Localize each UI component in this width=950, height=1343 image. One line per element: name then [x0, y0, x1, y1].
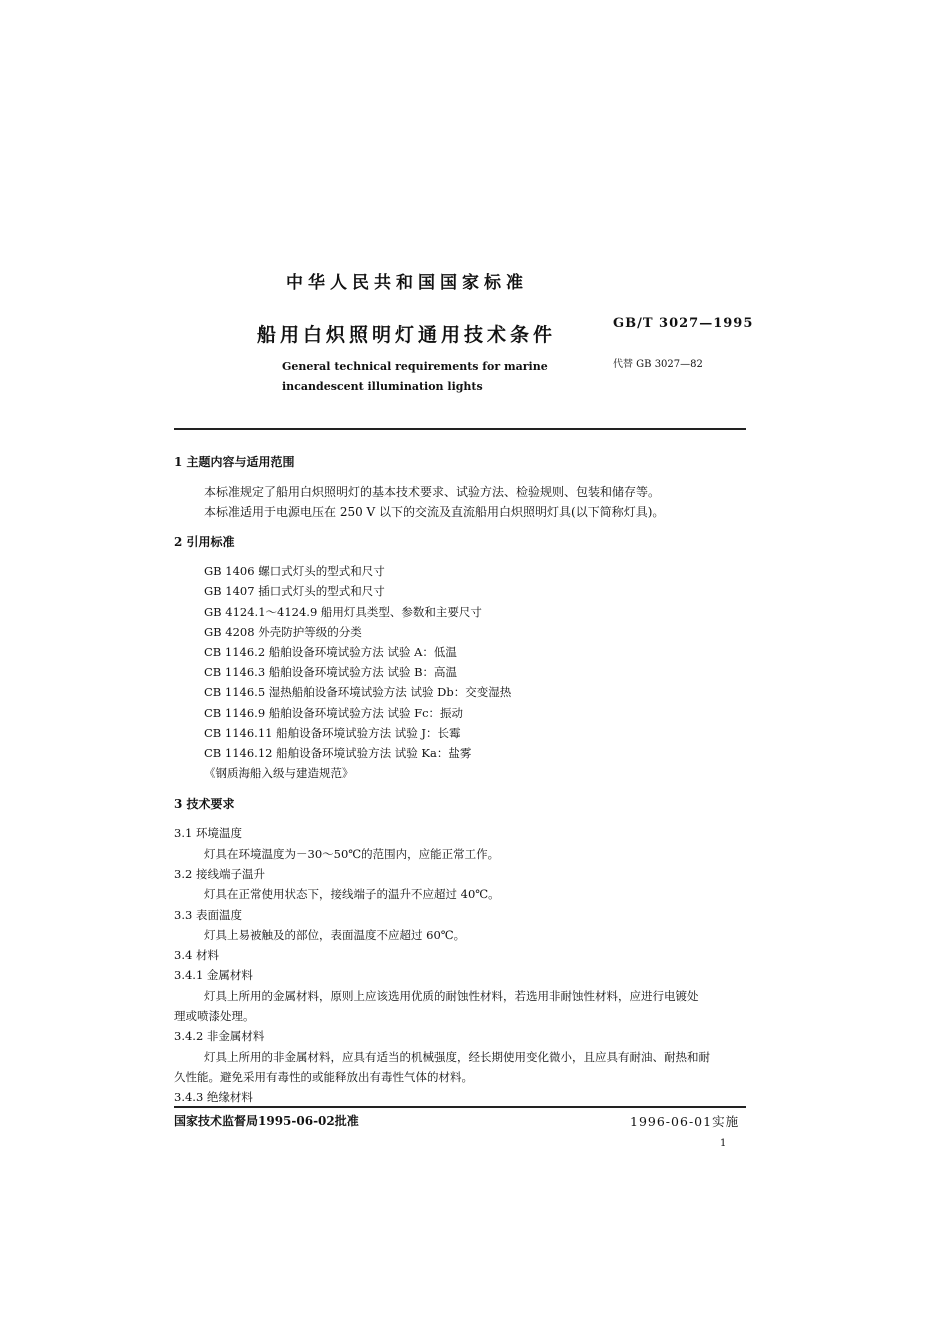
reference-item: GB 4124.1～4124.9 船用灯具类型、参数和主要尺寸	[204, 605, 482, 619]
reference-item: 《钢质海船入级与建造规范》	[204, 766, 354, 780]
subsection-3-4-2-text-line2: 久性能。避免采用有毒性的或能释放出有毒性气体的材料。	[174, 1070, 473, 1084]
reference-item: CB 1146.5 湿热船舶设备环境试验方法 试验 Db：交变湿热	[204, 685, 512, 699]
subsection-3-3-heading: 3.3 表面温度	[174, 908, 242, 922]
subsection-3-2-heading: 3.2 接线端子温升	[174, 867, 265, 881]
subsection-3-4-2-text-line1: 灯具上所用的非金属材料，应具有适当的机械强度，经长期使用变化微小，且应具有耐油、耐热和耐	[204, 1050, 710, 1064]
subsection-3-1-heading: 3.1 环境温度	[174, 826, 242, 840]
section-2-heading: 2 引用标准	[174, 535, 235, 549]
document-title-cn: 船用白炽照明灯通用技术条件	[257, 324, 557, 346]
replaces-standard: 代替 GB 3027—82	[613, 359, 703, 370]
document-title-en-line1: General technical requirements for marine	[282, 360, 548, 373]
subsection-3-4-heading: 3.4 材料	[174, 948, 219, 962]
reference-item: CB 1146.11 船舶设备环境试验方法 试验 J：长霉	[204, 726, 461, 740]
section-3-heading: 3 技术要求	[174, 797, 235, 811]
reference-item: CB 1146.3 船舶设备环境试验方法 试验 B：高温	[204, 665, 458, 679]
section-1-paragraph-2: 本标准适用于电源电压在 250 V 以下的交流及直流船用白炽照明灯具(以下简称灯具)。	[204, 505, 665, 519]
section-1-heading: 1 主题内容与适用范围	[174, 455, 295, 469]
reference-item: CB 1146.12 船舶设备环境试验方法 试验 Ka：盐雾	[204, 746, 472, 760]
approval-date: 国家技术监督局1995-06-02批准	[174, 1114, 359, 1128]
page-number: 1	[720, 1138, 727, 1149]
reference-item: CB 1146.9 船舶设备环境试验方法 试验 Fc：振动	[204, 706, 464, 720]
implementation-date: 1996-06-01实施	[630, 1114, 740, 1129]
reference-item: CB 1146.2 船舶设备环境试验方法 试验 A：低温	[204, 645, 457, 659]
subsection-3-4-2-heading: 3.4.2 非金属材料	[174, 1029, 265, 1043]
subsection-3-4-1-text-line2: 理或喷漆处理。	[174, 1009, 255, 1023]
document-title-en-line2: incandescent illumination lights	[282, 380, 483, 393]
national-standard-label: 中华人民共和国国家标准	[286, 273, 528, 293]
footer-divider	[174, 1106, 746, 1108]
subsection-3-4-3-heading: 3.4.3 绝缘材料	[174, 1090, 253, 1104]
reference-item: GB 4208 外壳防护等级的分类	[204, 625, 362, 639]
subsection-3-4-1-heading: 3.4.1 金属材料	[174, 968, 253, 982]
subsection-3-2-text: 灯具在正常使用状态下，接线端子的温升不应超过 40℃。	[204, 887, 500, 901]
subsection-3-4-1-text-line1: 灯具上所用的金属材料，原则上应该选用优质的耐蚀性材料，若选用非耐蚀性材料，应进行电镀处	[204, 989, 699, 1003]
header-divider	[174, 428, 746, 430]
reference-item: GB 1407 插口式灯头的型式和尺寸	[204, 584, 385, 598]
standard-code: GB/T 3027—1995	[613, 316, 754, 331]
subsection-3-3-text: 灯具上易被触及的部位，表面温度不应超过 60℃。	[204, 928, 466, 942]
subsection-3-1-text: 灯具在环境温度为－30～50℃的范围内，应能正常工作。	[204, 847, 500, 861]
reference-item: GB 1406 螺口式灯头的型式和尺寸	[204, 564, 385, 578]
section-1-paragraph-1: 本标准规定了船用白炽照明灯的基本技术要求、试验方法、检验规则、包装和储存等。	[204, 485, 661, 499]
